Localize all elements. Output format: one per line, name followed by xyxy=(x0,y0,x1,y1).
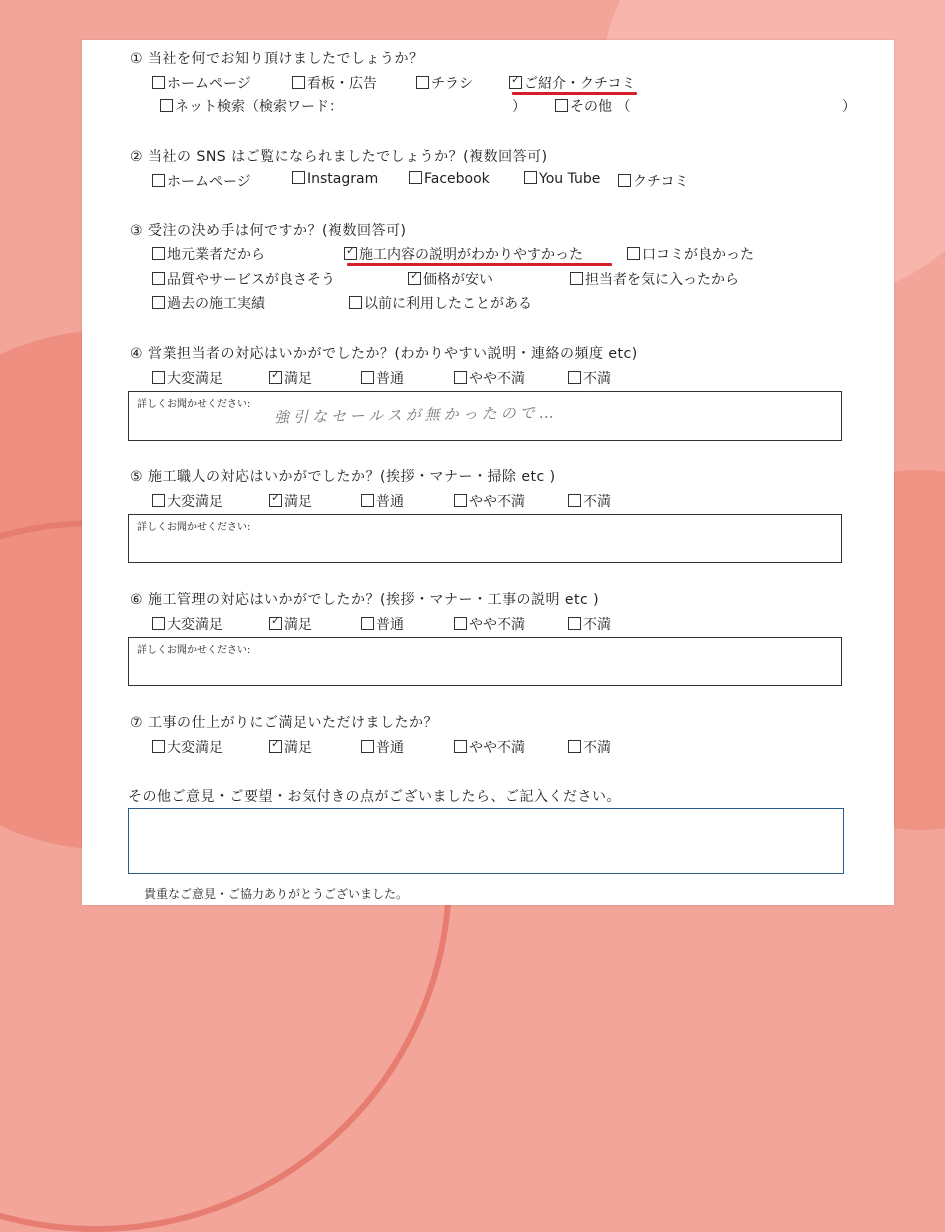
q5-detail-label: 詳しくお聞かせください: xyxy=(137,522,251,533)
q1-option-signboard[interactable]: 看板・広告 xyxy=(292,73,377,93)
q3-option-past-work[interactable]: 過去の施工実績 xyxy=(152,293,265,313)
checkbox-icon xyxy=(152,174,165,187)
q3-option-price[interactable]: ✓ 価格が安い xyxy=(408,269,493,289)
q2-option-instagram[interactable]: Instagram xyxy=(292,171,378,187)
q4-option-satisfied[interactable]: ✓ 満足 xyxy=(269,368,312,388)
q5-title: ⑤ 施工職人の対応はいかがでしたか？(挨拶・マナー・掃除 etc ) xyxy=(130,469,556,485)
checkbox-icon xyxy=(454,494,467,507)
q5-option-dissatisfied[interactable]: 不満 xyxy=(568,491,611,511)
q4-title: ④ 営業担当者の対応はいかがでしたか？(わかりやすい説明・連絡の頻度 etc) xyxy=(130,346,638,362)
q6-option-dissatisfied[interactable]: 不満 xyxy=(568,614,611,634)
checkbox-icon xyxy=(349,296,362,309)
q5-comment-box[interactable] xyxy=(128,514,842,563)
q5-option-very-satisfied[interactable]: 大変満足 xyxy=(152,491,223,511)
checkbox-icon xyxy=(627,247,640,260)
checkbox-icon xyxy=(570,272,583,285)
checkbox-icon xyxy=(409,171,422,184)
q2-option-youtube[interactable]: You Tube xyxy=(524,171,600,187)
checkbox-icon xyxy=(568,494,581,507)
checked-box-icon xyxy=(408,272,421,285)
checked-box-icon xyxy=(269,494,282,507)
checkbox-icon xyxy=(361,371,374,384)
q1-title: ① 当社を何でお知り頂けましたでしょうか？ xyxy=(130,51,424,67)
q4-comment-box[interactable] xyxy=(128,391,842,441)
q4-detail-label: 詳しくお聞かせください: xyxy=(137,399,251,410)
checkbox-icon xyxy=(152,617,165,630)
red-underline xyxy=(512,92,637,95)
checkbox-icon xyxy=(361,617,374,630)
q6-option-very-satisfied[interactable]: 大変満足 xyxy=(152,614,223,634)
checkbox-icon xyxy=(152,296,165,309)
q3-option-quality[interactable]: 品質やサービスが良さそう xyxy=(152,269,335,289)
checkbox-icon xyxy=(292,171,305,184)
checkbox-icon xyxy=(361,740,374,753)
q7-option-neutral[interactable]: 普通 xyxy=(361,737,404,757)
q5-option-satisfied[interactable]: ✓ 満足 xyxy=(269,491,312,511)
checkbox-icon xyxy=(568,740,581,753)
red-underline xyxy=(347,263,612,266)
checked-box-icon xyxy=(269,371,282,384)
q3-option-clear-explanation[interactable]: ✓ 施工内容の説明がわかりやすかった xyxy=(344,244,583,264)
q4-option-dissatisfied[interactable]: 不満 xyxy=(568,368,611,388)
checkbox-icon xyxy=(152,371,165,384)
q2-option-kuchikomi[interactable]: クチコミ xyxy=(618,171,688,191)
q6-comment-box[interactable] xyxy=(128,637,842,686)
checkbox-icon xyxy=(152,76,165,89)
checkbox-icon xyxy=(454,371,467,384)
checkbox-icon xyxy=(416,76,429,89)
q7-option-very-satisfied[interactable]: 大変満足 xyxy=(152,737,223,757)
checkbox-icon xyxy=(454,740,467,753)
checkbox-icon xyxy=(524,171,537,184)
q2-title: ② 当社の SNS はご覧になられましたでしょうか？(複数回答可) xyxy=(130,149,548,165)
q4-option-somewhat-dissatisfied[interactable]: やや不満 xyxy=(454,368,525,388)
q6-detail-label: 詳しくお聞かせください: xyxy=(137,645,251,656)
q6-option-neutral[interactable]: 普通 xyxy=(361,614,404,634)
q7-option-dissatisfied[interactable]: 不満 xyxy=(568,737,611,757)
q1-option-other[interactable]: その他 （ xyxy=(555,96,630,116)
q7-option-satisfied[interactable]: ✓ 満足 xyxy=(269,737,312,757)
q3-option-previous-use[interactable]: 以前に利用したことがある xyxy=(349,293,532,313)
q3-option-staff[interactable]: 担当者を気に入ったから xyxy=(570,269,739,289)
checkbox-icon xyxy=(618,174,631,187)
checked-box-icon xyxy=(269,617,282,630)
q1-option-flyer[interactable]: チラシ xyxy=(416,73,473,93)
q5-option-somewhat-dissatisfied[interactable]: やや不満 xyxy=(454,491,525,511)
q3-option-good-reviews[interactable]: 口コミが良かった xyxy=(627,244,754,264)
checkbox-icon xyxy=(152,272,165,285)
q5-option-neutral[interactable]: 普通 xyxy=(361,491,404,511)
q7-title: ⑦ 工事の仕上がりにご満足いただけましたか？ xyxy=(130,715,438,731)
checked-box-icon xyxy=(344,247,357,260)
q1-option-web-search[interactable]: ネット検索（検索ワード： xyxy=(160,96,343,116)
q1-option-referral[interactable]: ✓ ご紹介・クチコミ xyxy=(509,73,635,93)
q2-option-homepage[interactable]: ホームページ xyxy=(152,171,251,191)
checkbox-icon xyxy=(568,617,581,630)
q7-option-somewhat-dissatisfied[interactable]: やや不満 xyxy=(454,737,525,757)
q6-title: ⑥ 施工管理の対応はいかがでしたか？(挨拶・マナー・工事の説明 etc ) xyxy=(130,592,600,608)
q1-option-homepage[interactable]: ホームページ xyxy=(152,73,251,93)
checkbox-icon xyxy=(152,740,165,753)
thanks-message: 貴重なご意見・ご協力ありがとうございました。 xyxy=(144,887,409,901)
checkbox-icon xyxy=(292,76,305,89)
other-comments-title: その他ご意見・ご要望・お気付きの点がございましたら、ご記入ください。 xyxy=(128,789,621,805)
checkbox-icon xyxy=(555,99,568,112)
q2-option-facebook[interactable]: Facebook xyxy=(409,171,490,187)
checkbox-icon xyxy=(152,494,165,507)
q4-handwritten-answer: 強引なセールスが無かったので… xyxy=(273,403,558,427)
q3-option-local[interactable]: 地元業者だから xyxy=(152,244,265,264)
checked-box-icon xyxy=(269,740,282,753)
q1-other-close-paren: ） xyxy=(842,99,856,115)
q6-option-satisfied[interactable]: ✓ 満足 xyxy=(269,614,312,634)
checkbox-icon xyxy=(160,99,173,112)
q4-option-very-satisfied[interactable]: 大変満足 xyxy=(152,368,223,388)
checkbox-icon xyxy=(454,617,467,630)
checked-box-icon xyxy=(509,76,522,89)
q4-option-neutral[interactable]: 普通 xyxy=(361,368,404,388)
other-comments-box[interactable] xyxy=(128,808,844,874)
survey-sheet xyxy=(82,40,894,905)
q6-option-somewhat-dissatisfied[interactable]: やや不満 xyxy=(454,614,525,634)
q3-title: ③ 受注の決め手は何ですか？(複数回答可) xyxy=(130,223,407,239)
checkbox-icon xyxy=(361,494,374,507)
q1-search-close-paren: ） xyxy=(512,99,526,115)
checkbox-icon xyxy=(568,371,581,384)
checkbox-icon xyxy=(152,247,165,260)
